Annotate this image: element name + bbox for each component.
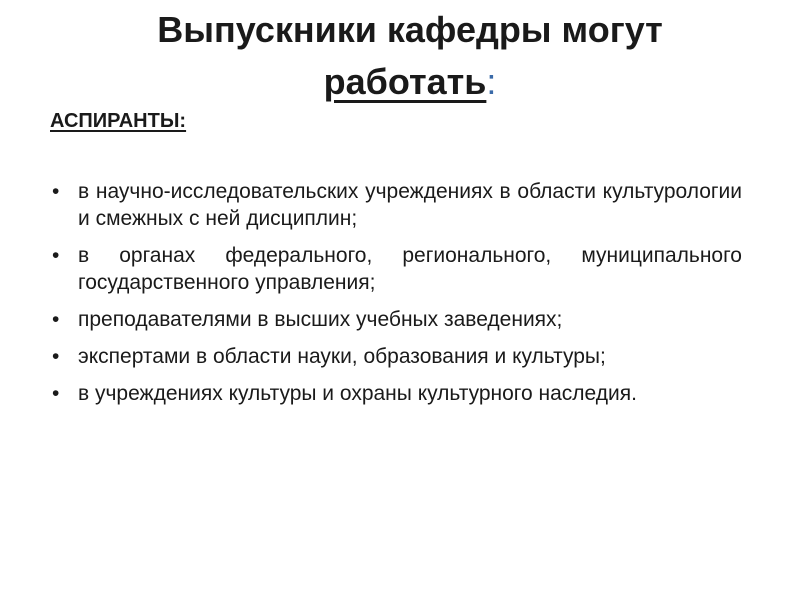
bullet-item [48,178,742,232]
bullet-item [48,306,742,333]
bullet-item [48,343,742,370]
bullet-item [48,380,742,407]
bullet-text: в научно-исследовательских учреждениях в области культурологии и смежных с ней дисциплин; [78,180,742,230]
bullet-icon: • [52,180,60,203]
subheading-aspirants: АСПИРАНТЫ: [50,110,187,132]
bullet-text: экспертами в области науки, образования и культуры; [78,345,606,368]
bullet-icon: • [52,244,60,267]
title-colon: : [486,61,497,102]
bullet-icon: • [52,382,60,405]
title-line-1: Выпускники кафедры могут [157,9,663,50]
bullet-icon: • [52,345,60,368]
slide-title [60,4,760,108]
bullet-text: преподавателями в высших учебных заведениях; [78,308,563,331]
bullet-text: в органах федерального, регионального, муниципального государственного управления; [78,244,742,294]
bullet-icon: • [52,308,60,331]
title-line-2 [60,56,760,108]
bullet-item [48,242,742,296]
bullet-text: в учреждениях культуры и охраны культурного наследия. [78,382,637,405]
bullet-list [48,178,742,417]
title-word-underlined: работать [323,61,487,102]
